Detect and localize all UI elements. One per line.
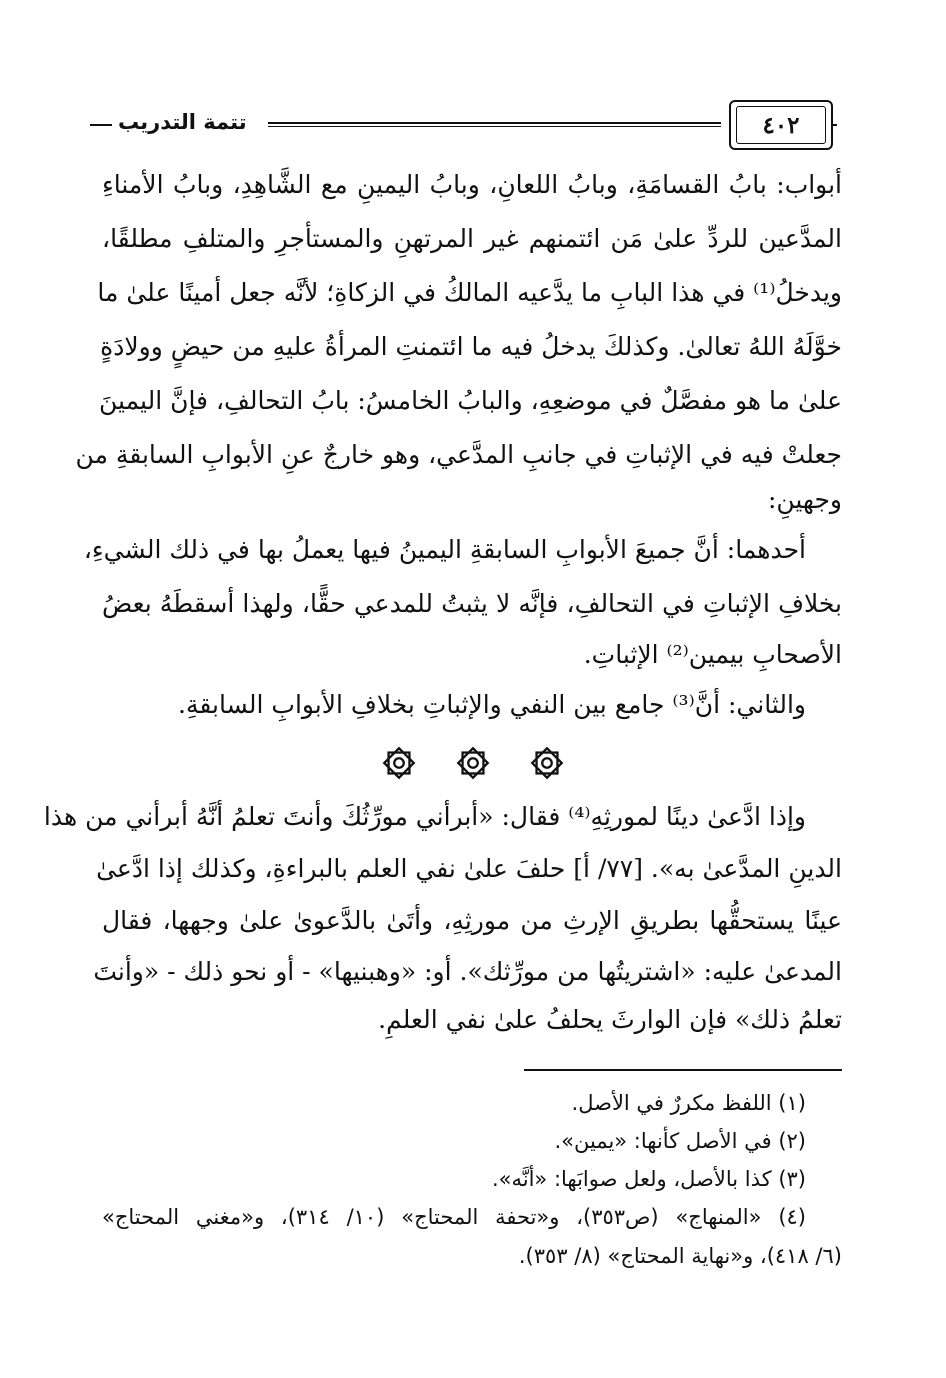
body-line: المدَّعين للردِّ علىٰ مَن ائتمنهم غير المرتهنِ والمستأجرِ والمتلفِ مطلقًا، [102,224,842,253]
body-line: والثاني: أنَّ⁽³⁾ جامع بين النفي والإثباتِ بخلافِ الأبوابِ السابقةِ. [178,690,806,719]
body-line: ويدخلُ⁽¹⁾ في هذا البابِ ما يدَّعيه المالكُ في الزكاةِ؛ لأنَّه جعل أمينًا علىٰ ما [97,278,842,307]
octagram-star-icon [380,744,418,782]
body-line: خوَّلَهُ اللهُ تعالىٰ. وكذلكَ يدخلُ فيه ما ائتمنتِ المرأةُ عليهِ من حيضٍ وولادَةٍ [100,332,842,361]
body-line: أحدهما: أنَّ جميعَ الأبوابِ السابقةِ اليمينُ فيها يعملُ بها في ذلك الشيءِ، [83,535,806,564]
footnote: (٦/ ٤١٨)، و«نهاية المحتاج» (٨/ ٣٥٣). [518,1244,842,1268]
body-line: وجهينِ: [767,485,842,514]
body-line: علىٰ ما هو مفصَّلٌ في موضعِهِ، والبابُ الخامسُ: بابُ التحالفِ، فإنَّ اليمينَ [99,386,842,415]
body-line: جعلتْ فيه في الإثباتِ في جانبِ المدَّعي، وهو خارجٌ عنِ الأبوابِ السابقةِ من [75,440,842,469]
octagram-star-icon [528,744,566,782]
page-header [90,96,835,158]
body-line: تعلمُ ذلك» فإن الوارثَ يحلفُ علىٰ نفي العلمِ. [378,1005,842,1034]
footnote: (٢) في الأصل كأنها: «يمين». [554,1129,806,1153]
footnote: (٣) كذا بالأصل، ولعل صوابَها: «أنَّه». [491,1167,806,1191]
footnote-rule [524,1069,842,1071]
body-line: وإذا ادَّعىٰ دينًا لمورثِهِ⁽⁴⁾ فقال: «أبرأني مورِّثُكَ وأنتَ تعلمُ أنَّهُ أبرأني من هذا [43,802,806,831]
body-line: المدعىٰ عليه: «اشتريتُها من مورِّثك». أو: «وهبنيها» - أو نحو ذلك - «وأنتَ [93,957,842,986]
body-line: بخلافِ الإثباتِ في التحالفِ، فإنَّه لا يثبتُ للمدعي حقًّا، ولهذا أسقطَهُ بعضُ [102,589,842,618]
header-rule [268,122,721,127]
page-number: ٤٠٢ [736,106,826,144]
header-dash-left [90,124,112,126]
running-title: تتمة التدريب [118,110,247,134]
body-line: أبواب: بابُ القسامَةِ، وبابُ اللعانِ، وبابُ اليمينِ مع الشَّاهِدِ، وبابُ الأمناءِ [102,170,842,199]
footnote: (٤) «المنهاج» (ص٣٥٣)، و«تحفة المحتاج» (١٠/ ٣١٤)، و«مغني المحتاج» [102,1205,806,1229]
body-line: الدينِ المدَّعىٰ به». [٧٧/ أ] حلفَ علىٰ نفي العلم بالبراءةِ، وكذلك إذا ادَّعىٰ [96,854,842,883]
footnote: (١) اللفظ مكررٌ في الأصل. [571,1091,806,1115]
octagram-star-icon [454,744,492,782]
body-line: عينًا يستحقُّها بطريقِ الإرثِ من مورثِهِ، وأتَىٰ بالدَّعوىٰ علىٰ وجهها، فقال [102,906,842,935]
section-ornament [380,743,566,783]
page-number-frame [729,100,833,150]
body-line: الأصحابِ بيمين⁽²⁾ الإثباتِ. [583,640,842,669]
